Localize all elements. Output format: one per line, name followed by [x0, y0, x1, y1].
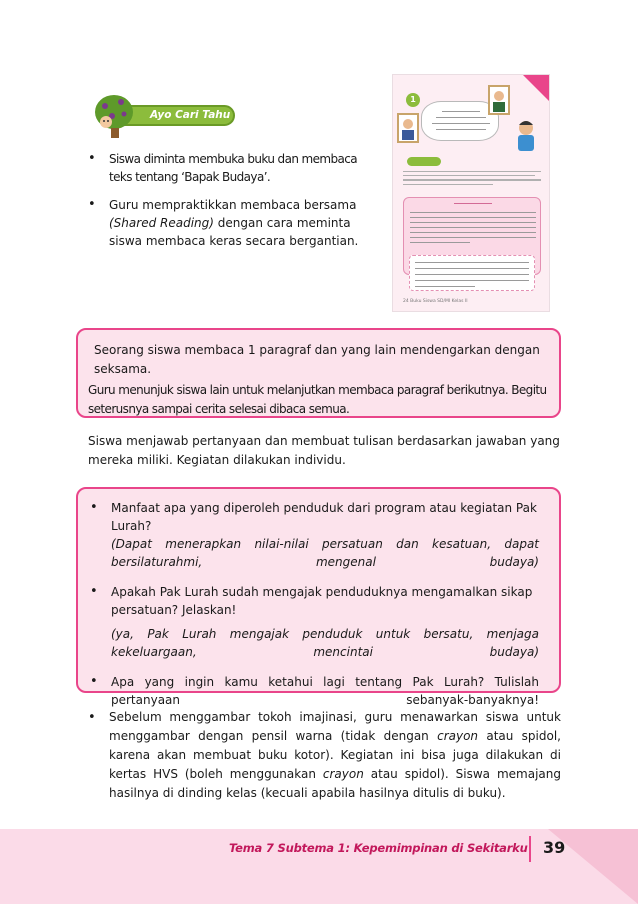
- footer-title: Tema 7 Subtema 1: Kepemimpinan di Sekitarku: [229, 841, 528, 855]
- bullet-text: Guru mempraktikkan membaca bersama: [109, 198, 357, 212]
- thumbnail-number-badge: 1: [406, 93, 420, 107]
- instruction-line: Guru menunjuk siswa lain untuk melanjutkan membaca paragraf berikutnya. Begitu seterusnya sampai cerita selesai dibaca semua.: [88, 383, 547, 416]
- bullet-text: Sebelum menggambar tokoh imajinasi, guru menawarkan siswa untuk menggambar dengan pensil warna (tidak dengan: [109, 710, 561, 743]
- activity-badge: [92, 92, 242, 140]
- bullet-text: dengan cara meminta siswa membaca keras secara bergantian.: [109, 216, 359, 248]
- question-list: [90, 499, 539, 709]
- question-box: [76, 487, 561, 707]
- tree-icon: [92, 92, 142, 140]
- question-item: [90, 499, 539, 571]
- top-bullet-list: [88, 150, 360, 260]
- bottom-bullet-list: [88, 708, 561, 803]
- answer-text: (ya, Pak Lurah mengajak penduduk untuk bersatu, menjaga kekeluargaan, mencintai budaya): [111, 627, 539, 659]
- question-text: Manfaat apa yang diperoleh penduduk dari program atau kegiatan Pak Lurah?: [111, 501, 537, 533]
- bullet-item: [88, 196, 360, 250]
- portrait-icon: [397, 113, 419, 143]
- reading-instruction-box: [76, 328, 561, 418]
- bullet-item: • Siswa diminta membuka buku dan membaca teks tentang ‘Bapak Budaya’.: [88, 150, 360, 186]
- bullet-emphasis: crayon: [322, 767, 364, 781]
- bullet-emphasis: crayon: [437, 729, 479, 743]
- thumbnail-quote-box: [409, 255, 535, 291]
- footer-divider: [529, 836, 531, 862]
- book-page-thumbnail: [392, 74, 550, 312]
- question-item: • Apa yang ingin kamu ketahui lagi tentang Pak Lurah? Tulislah pertanyaan sebanyak-banyaknya!: [90, 673, 539, 709]
- activity-label: Ayo Cari Tahu: [150, 109, 231, 121]
- thumbnail-text-lines: [403, 171, 541, 188]
- bullet-item: [88, 708, 561, 803]
- question-item: [90, 583, 539, 661]
- thumbnail-corner: [523, 75, 549, 101]
- question-text: Apakah Pak Lurah sudah mengajak penduduknya mengamalkan sikap persatuan? Jelaskan!: [111, 585, 533, 617]
- instruction-line: Seorang siswa membaca 1 paragraf dan yang lain mendengarkan dengan seksama.: [94, 343, 540, 376]
- bullet-emphasis: (Shared Reading): [109, 216, 214, 230]
- thumbnail-chip: [407, 157, 441, 166]
- answer-text: (Dapat menerapkan nilai-nilai persatuan dan kesatuan, dapat bersilaturahmi, mengenal budaya): [111, 537, 539, 569]
- boy-figure-icon: [513, 119, 539, 155]
- body-paragraph: Siswa menjawab pertanyaan dan membuat tulisan berdasarkan jawaban yang mereka miliki. Kegiatan dilakukan individu.: [88, 434, 560, 467]
- bullet-text: atau spidol). Siswa memajang hasilnya di dinding kelas (kecuali apabila hasilnya ditulis di buku).: [109, 767, 561, 800]
- page-number: 39: [543, 838, 566, 857]
- bullet-text: atau spidol, karena akan membuat buku kotor). Kegiatan ini bisa juga dilakukan di kertas HVS (boleh menggunakan: [109, 729, 561, 781]
- portrait-icon: [488, 85, 510, 115]
- thumbnail-footer: 24 Buku Siswa SD/MI Kelas II: [403, 299, 468, 304]
